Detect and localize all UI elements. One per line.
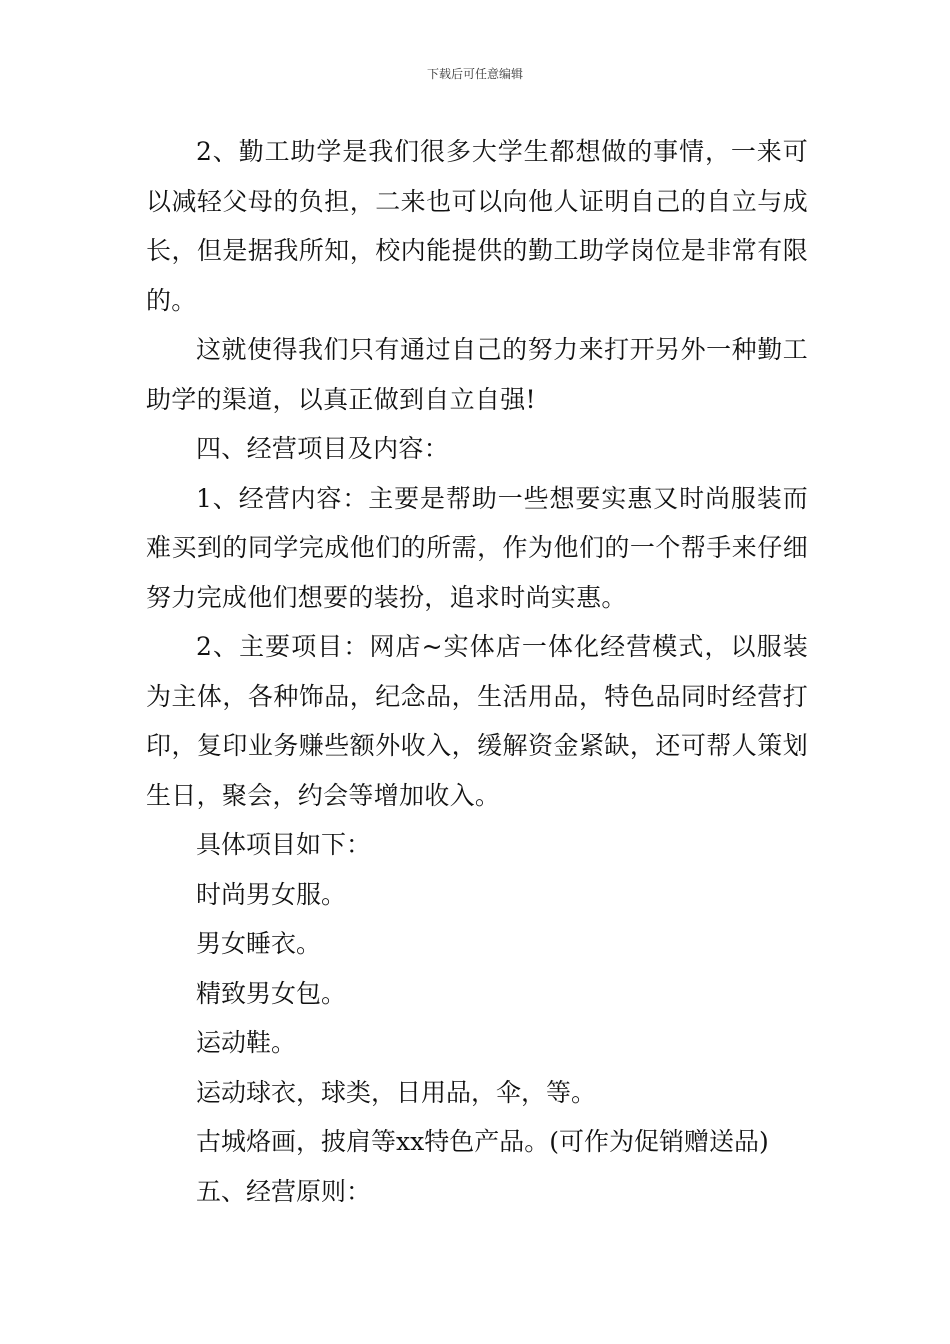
paragraph-business-content: 1、经营内容：主要是帮助一些想要实惠又时尚服装而难买到的同学完成他们的所需，作为他们的一个帮手来仔细努力完成他们想要的装扮，追求时尚实惠。 [146, 483, 808, 612]
list-item: 运动鞋。 [196, 1028, 297, 1057]
list-item: 精致男女包。 [196, 978, 347, 1008]
list-heading-specific-items: 具体项目如下： [196, 830, 372, 859]
list-item: 时尚男女服。 [196, 879, 347, 909]
paragraph-main-items: 2、主要项目：网店~实体店一体化经营模式，以服装为主体，各种饰品，纪念品，生活用品，特色品同时经营打印，复印业务赚些额外收入，缓解资金紧缺，还可帮人策划生日，聚会，约会等增加收入。 [146, 632, 808, 810]
page-header: 下载后可任意编辑 [426, 67, 523, 81]
paragraph-work-study: 2、勤工助学是我们很多大学生都想做的事情，一来可以减轻父母的负担，二来也可以向他人证明自己的自立与成长，但是据我所知，校内能提供的勤工助学岗位是非常有限的。 [146, 137, 808, 315]
paragraph-self-reliance: 这就使得我们只有通过自己的努力来打开另外一种勤工助学的渠道，以真正做到自立自强! [146, 335, 808, 414]
list-item: 男女睡衣。 [196, 929, 322, 958]
section-heading-business-items: 四、经营项目及内容： [196, 434, 450, 463]
section-heading-business-principles: 五、经营原则： [196, 1176, 372, 1206]
list-item: 古城烙画，披肩等xx特色产品。(可作为促销赠送品) [196, 1127, 769, 1156]
document-body [146, 127, 808, 1216]
list-item: 运动球衣，球类，日用品，伞，等。 [196, 1077, 597, 1107]
